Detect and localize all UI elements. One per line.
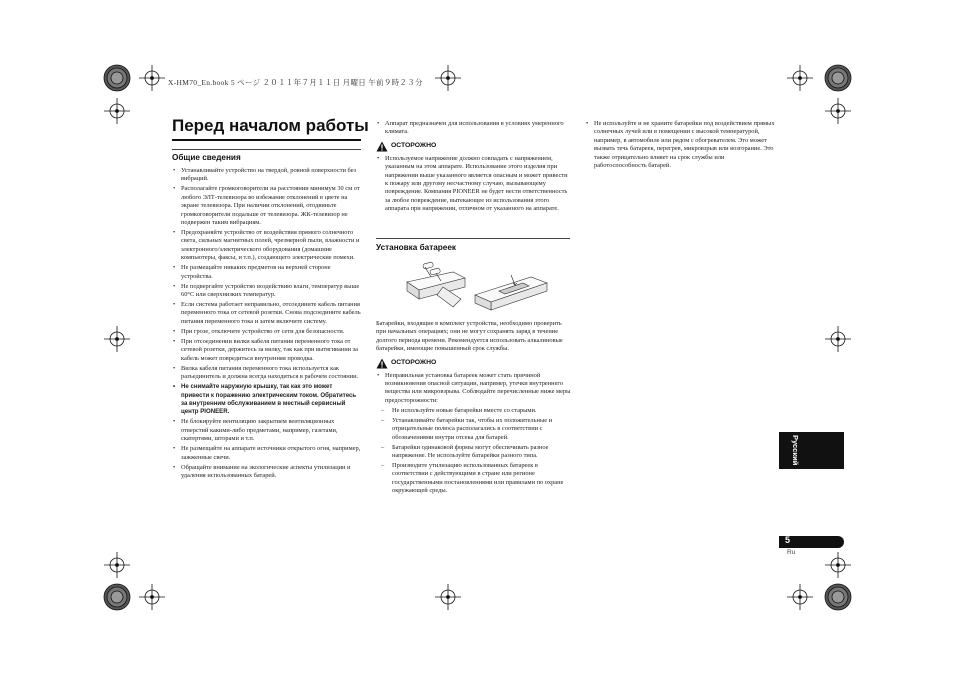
- caution-label-2: ОСТОРОЖНО: [391, 358, 437, 366]
- list-item: • Неправильная установка батареек может стать причиной возникновения опасной ситуации, например, утечки внутреннего вещества или микровзрыва. Соблюдайте перечисленные ниже меры предосторожности:: [376, 372, 571, 406]
- middle-column: [376, 120, 571, 215]
- list-item: • Устанавливайте устройство на твердой, ровной поверхности без вибраций.: [172, 167, 362, 184]
- registration-mark-part: [151, 77, 154, 80]
- list-item: • Располагайте громкоговорители на расстоянии минимум 30 см от любого ЭЛТ-телевизора во избежание отклонений в цвете на экране телевизора. При наличии отклонений, отодвиньте громкоговорители подальше от телевизора. ЖК-телевизор не подвержен таким вибрациям.: [172, 185, 362, 227]
- list-item: • Не размещайте на аппарате источники открытого огня, например, зажженные свечи.: [172, 445, 362, 462]
- warning-icon: [376, 141, 388, 152]
- list-item: • Не снимайте наружную крышку, так как это может привести к поражению электрическим током. Обратитесь за внутренним обслуживанием в местный сервисный центр PIONEER.: [172, 383, 362, 417]
- caution-heading-1: [376, 141, 571, 152]
- language-side-tab-label: Русский: [791, 434, 800, 466]
- registration-mark-part: [116, 110, 119, 113]
- list-item: • Используемое напряжение должно совпадать с напряжением, указанным на этом аппарате. Использование этого изделия при напряжении выше указанного является опасным и может привести к пожару или другому несчастному случаю, вызывающему повреждение. Компания PIONEER не будет нести ответственность за любое повреждение, вытекающее из использования этого аппарата при напряжении, отличном от указанного на аппарате.: [376, 155, 571, 214]
- list-item: – Устанавливайте батарейки так, чтобы их положительные и отрицательные полюса располагались в соответствии с обозначениями внутри отсека для батарей.: [376, 417, 571, 442]
- list-item: • При отсоединении вилки кабеля питания переменного тока от сетевой розетки, держитесь за вилку, так как при вытягивании за кабель может повредиться внутренняя проводка.: [172, 338, 362, 363]
- section-rule-battery: [376, 238, 570, 239]
- warning-icon: [376, 358, 388, 369]
- section-heading-battery: Установка батареек: [376, 243, 456, 252]
- storage-list: [585, 120, 777, 170]
- list-item: • Если система работает неправильно, отсоедините кабель питания переменного тока от сетевой розетки. Снова подсоедините кабель питания переменного тока и затем включите систему.: [172, 301, 362, 326]
- registration-mark-part: [447, 77, 450, 80]
- list-item: – Батарейки одинаковой формы могут обеспечивать разное напряжение. Не используйте батарейки разного типа.: [376, 444, 571, 461]
- list-item: • При грозе, отключите устройство от сети для безопасности.: [172, 328, 362, 336]
- caution-heading-2: [376, 358, 571, 369]
- registration-mark-part: [832, 72, 844, 84]
- section-heading-general: Общие сведения: [172, 153, 241, 162]
- registration-mark-part: [447, 596, 450, 599]
- battery-paragraph: Батарейки, входящие в комплект устройства, необходимо проверить при начальных операциях; они не могут сохранять заряд в течение долгого периода времени. Рекомендуется использовать алкалиновые батарейки, имеющие повышенный срок службы.: [376, 320, 563, 353]
- climate-list: [376, 120, 571, 137]
- list-item: • Не используйте и не храните батарейки под воздействием прямых солнечных лучей или в помещении с высокой температурой, например, в автомобиле или рядом с обогревателем. Это может вызвать течь батареек, перегрев, микровзрыв или возгорание. Это также отрицательно влияет на срок службы или работоспособность батарей.: [585, 120, 777, 170]
- battery-caution-list: [376, 372, 571, 406]
- page-number: 5: [785, 535, 791, 545]
- running-header: X-HM70_En.book 5 ページ ２０１１年７月１１日 月曜日 午前９時２３分: [168, 78, 423, 87]
- registration-mark-part: [799, 596, 802, 599]
- right-column: [585, 120, 777, 172]
- list-item: • Вилка кабеля питания переменного тока используется как разъединитель и должна всегда находиться в рабочем состоянии.: [172, 365, 362, 382]
- title-underline: [172, 139, 361, 141]
- page-title: Перед началом работы: [172, 116, 369, 135]
- registration-mark-part: [116, 338, 119, 341]
- list-item: • Предохраняйте устройство от воздействия прямого солнечного света, сильных магнитных полей, чрезмерной пыли, влажности и электронного/электрического оборудования (домашние компьютеры, факсы, и т.п.), создающего электрические помехи.: [172, 229, 362, 263]
- list-item: • Не блокируйте вентиляцию закрытием вентиляционных отверстий какими-либо предметами, например, газетами, скатертями, шторами и т.п.: [172, 418, 362, 443]
- registration-mark-part: [837, 564, 840, 567]
- registration-mark-part: [111, 72, 123, 84]
- caution-label-1: ОСТОРОЖНО: [391, 142, 437, 150]
- list-item: • Аппарат предназначен для использования в условиях умеренного климата.: [376, 120, 571, 137]
- registration-mark-part: [111, 591, 123, 603]
- battery-precautions-list: [376, 407, 571, 496]
- general-info-column: [172, 167, 362, 482]
- registration-mark-part: [799, 77, 802, 80]
- battery-column: [376, 320, 571, 497]
- registration-mark-part: [837, 110, 840, 113]
- list-item: • Не размещайте никаких предметов на верхней стороне устройства.: [172, 264, 362, 281]
- page-language-code: Ru: [787, 549, 796, 556]
- list-item: – Не используйте новые батарейки вместе со старыми.: [376, 407, 571, 415]
- list-item: • Не подвергайте устройство воздействию влаги, температур выше 60°C или сверхнизких температур.: [172, 283, 362, 300]
- registration-mark-part: [151, 596, 154, 599]
- registration-mark-part: [832, 591, 844, 603]
- list-item: – Производите утилизацию использованных батареек в соответствии с действующими в стране или регионе государственными постановлениями или правилами по охране окружающей среды.: [376, 462, 571, 496]
- list-item: • Обращайте внимание на экологические аспекты утилизации и удаления использованных батарей.: [172, 464, 362, 481]
- registration-mark-part: [116, 564, 119, 567]
- battery-install-illustration: [403, 257, 551, 314]
- general-info-list: [172, 167, 362, 480]
- registration-mark-part: [837, 338, 840, 341]
- section-rule-general: [172, 149, 361, 150]
- voltage-caution-list: [376, 155, 571, 214]
